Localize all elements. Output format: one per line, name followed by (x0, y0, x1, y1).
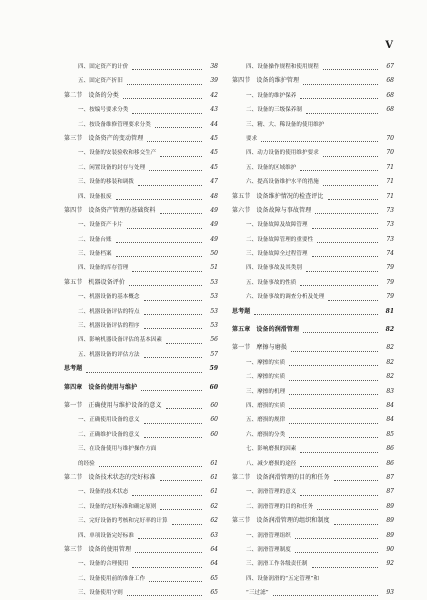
toc-entry (232, 514, 394, 528)
toc-entry-title: 六、提高设备维护水平的措施 (246, 179, 319, 186)
toc-entry-page: 65 (210, 574, 218, 582)
dot-leader (300, 452, 378, 453)
toc-entry-page: 53 (210, 307, 218, 315)
toc-entry-page: 82 (386, 344, 394, 352)
toc-entry (232, 118, 394, 132)
toc-entry (232, 572, 394, 586)
toc-right-column (232, 60, 394, 600)
toc-entry-page: 57 (210, 350, 218, 358)
toc-entry-page: 89 (386, 502, 394, 510)
toc-entry-page: 49 (210, 221, 218, 229)
dot-leader (116, 199, 202, 200)
toc-entry-page: 61 (210, 473, 218, 481)
toc-entry (64, 529, 218, 543)
toc-entry-title: 一、按编号要求分类 (78, 107, 129, 114)
toc-entry-title: 五、固定资产折旧 (78, 78, 123, 85)
dot-leader (300, 98, 378, 99)
dot-leader (132, 567, 202, 568)
toc-entry-page: 87 (386, 473, 394, 481)
toc-entry-page: 92 (386, 560, 394, 568)
toc-entry-title: 一、润滑管理的意义 (246, 489, 297, 496)
toc-entry-title: 一、设备的合理使用 (78, 561, 129, 568)
toc-entry-title: 四、设备润滑的“五定管理”和 (246, 575, 320, 582)
toc-entry (232, 60, 394, 74)
toc-entry-page: 53 (210, 322, 218, 330)
toc-entry-title: 四、单项设备完好标准 (78, 532, 135, 539)
toc-entry-title: 四、固定资产的计价 (78, 64, 129, 70)
toc-entry (64, 500, 218, 514)
toc-entry (64, 572, 218, 586)
toc-entry-title: 四、设备事故及其类别 (246, 265, 303, 272)
dot-leader (138, 538, 202, 539)
toc-entry (232, 74, 394, 88)
toc-entry-page: 59 (209, 365, 218, 373)
toc-entry-page: 50 (210, 250, 218, 258)
toc-entry-title: 三、摩擦的机理 (246, 388, 286, 395)
toc-entry-title: 四、动力设备的使用维护要求 (246, 150, 319, 157)
toc-entry (232, 428, 394, 442)
toc-entry-title: 三、设备故障全过程管理 (246, 251, 308, 258)
dot-leader (132, 113, 202, 114)
toc-entry-page: 79 (386, 293, 394, 301)
toc-entry-title: 一、设备资产卡片 (78, 222, 123, 229)
toc-entry-page: 74 (386, 250, 394, 258)
dot-leader (289, 380, 378, 381)
toc-entry (232, 305, 394, 319)
dot-leader (123, 98, 202, 99)
dot-leader (149, 170, 202, 171)
toc-entry-page: 71 (386, 192, 394, 200)
toc-entry (232, 557, 394, 571)
toc-entry (64, 60, 218, 74)
toc-entry-page: 68 (386, 77, 394, 85)
dot-leader (312, 256, 378, 257)
toc-entry (64, 457, 218, 471)
toc-entry-page: 84 (386, 401, 394, 409)
toc-entry (232, 500, 394, 514)
toc-entry-title: 一、机器设备的基本概念 (78, 294, 140, 301)
dot-leader (99, 466, 202, 467)
toc-entry-title: 第二节 设备润滑管理的目的和任务 (232, 473, 330, 481)
toc-entry-page: 86 (386, 445, 394, 453)
toc-entry (64, 305, 218, 319)
toc-entry-page: 71 (386, 163, 394, 171)
toc-entry (64, 399, 218, 413)
toc-entry-page: 87 (386, 488, 394, 496)
dot-leader (317, 509, 378, 510)
dot-leader (141, 390, 202, 391)
toc-entry-title: 一、设备故障及故障管理 (246, 222, 308, 229)
toc-entry (232, 290, 394, 304)
dot-leader (160, 509, 202, 510)
dot-leader (144, 357, 202, 358)
toc-entry-title: 第三节 设备的使用管理 (64, 545, 132, 553)
toc-entry-page: 89 (386, 531, 394, 539)
toc-entry-title: 二、按设备维修管理要求分类 (78, 121, 151, 128)
toc-entry-title: 五、设备的区域维护 (246, 164, 297, 171)
toc-entry (64, 319, 218, 333)
toc-entry-title: 思考题 (232, 307, 251, 315)
dot-leader (315, 213, 378, 214)
toc-entry-title: 二、设备故障管理的重要性 (246, 236, 314, 243)
toc-entry-title: 第五章 设备的润滑管理 (232, 326, 300, 334)
toc-entry-title: 第六节 设备故障与事故管理 (232, 206, 312, 214)
toc-entry (64, 348, 218, 362)
toc-entry-title: 第二节 设备技术状态的完好标准 (64, 473, 156, 481)
toc-entry-title: 第四节 设备的维护管理 (232, 77, 300, 85)
dot-leader (323, 156, 378, 157)
toc-entry (232, 89, 394, 103)
toc-entry-title: 一、设备的安装验收和移交生产 (78, 150, 157, 157)
toc-entry-title: 六、设备事故的调查分析及处理 (246, 294, 325, 301)
dot-leader (129, 285, 202, 286)
toc-entry-page: 86 (386, 459, 394, 467)
toc-entry-page: 61 (210, 488, 218, 496)
toc-entry-title: 要求 (246, 135, 258, 142)
dot-leader (86, 372, 202, 373)
toc-entry-title: 二、正确维护设备的意义 (78, 431, 140, 438)
toc-entry-title: 五、机器设备的评估方法 (78, 351, 140, 358)
dot-leader (127, 84, 202, 85)
toc-entry (232, 247, 394, 261)
dot-leader (289, 394, 378, 395)
toc-entry (64, 146, 218, 160)
dot-leader (147, 141, 202, 142)
toc-entry-page: 83 (386, 387, 394, 395)
toc-entry-page: 82 (386, 358, 394, 366)
toc-entry-page: 68 (386, 91, 394, 99)
toc-entry (232, 413, 394, 427)
toc-entry (64, 290, 218, 304)
dot-leader (132, 495, 202, 496)
toc-entry (64, 190, 218, 204)
toc-entry-page: 53 (210, 278, 218, 286)
toc-entry-page: 47 (210, 178, 218, 186)
toc-entry-page: 64 (210, 560, 218, 568)
toc-entry (64, 586, 218, 600)
toc-entry-title: 三、在设备使用与维护操作方面 (78, 446, 157, 453)
toc-entry-title: 一、设备的维护保养 (246, 92, 297, 99)
toc-entry (64, 362, 218, 376)
toc-entry (64, 543, 218, 557)
toc-entry (64, 204, 218, 218)
toc-entry-page: 84 (386, 416, 394, 424)
toc-entry-page: 85 (386, 430, 394, 438)
dot-leader (172, 524, 202, 525)
toc-entry (64, 557, 218, 571)
dot-leader (306, 271, 378, 272)
toc-entry-page: 45 (210, 163, 218, 171)
toc-entry (232, 276, 394, 290)
toc-entry (64, 413, 218, 427)
toc-entry-title: 第五节 机器设备评价 (64, 278, 126, 286)
toc-entry-page: 60 (210, 416, 218, 424)
toc-entry (232, 132, 394, 146)
toc-entry-title: 第三节 设备润滑管理的组织和制度 (232, 517, 330, 525)
dot-leader (289, 437, 378, 438)
toc-left-column (64, 60, 218, 600)
toc-entry-title: 第四章 设备的使用与维护 (64, 383, 138, 391)
toc-entry-page: 89 (386, 517, 394, 525)
toc-entry (64, 485, 218, 499)
dot-leader (132, 69, 202, 70)
toc-entry (64, 428, 218, 442)
toc-entry (232, 146, 394, 160)
dot-leader (261, 141, 378, 142)
toc-entry-page: 73 (386, 206, 394, 214)
toc-entry-title: 一、润滑管理组织 (246, 532, 291, 539)
toc-entry (232, 161, 394, 175)
dot-leader (323, 185, 378, 186)
toc-entry (64, 233, 218, 247)
toc-entry-title: 四、磨损的实质 (246, 402, 286, 409)
toc-entry-title: 三、设备档案 (78, 251, 112, 258)
toc-entry (64, 247, 218, 261)
toc-entry (64, 333, 218, 347)
toc-entry-title: 二、机器设备评估的特点 (78, 308, 140, 315)
toc-entry-title: 二、润滑管理制度 (246, 546, 291, 553)
toc-entry-page: 71 (386, 178, 394, 186)
dot-leader (144, 328, 202, 329)
toc-entry-title: 五、设备事故的性质 (246, 279, 297, 286)
dot-leader (132, 271, 202, 272)
toc-entry (232, 323, 394, 337)
toc-entry-page: 62 (210, 502, 218, 510)
toc-entry (232, 529, 394, 543)
dot-leader (303, 332, 378, 333)
dot-leader (306, 113, 378, 114)
toc-entry-title: 三、润滑工作各级责任制 (246, 561, 308, 568)
toc-entry-page: 62 (210, 517, 218, 525)
toc-entry-page: 79 (386, 278, 394, 286)
toc-entry-title: 六、磨损的分类 (246, 431, 286, 438)
dot-leader (160, 156, 202, 157)
toc-entry-title: 第二节 设备的分类 (64, 91, 119, 99)
dot-leader (135, 552, 202, 553)
toc-entry-page: 70 (386, 134, 394, 142)
toc-entry (232, 543, 394, 557)
toc-entry-title: 四、设备操作规程和使用规程 (246, 64, 319, 70)
toc-entry-title: 第一节 摩擦与磨损 (232, 344, 287, 352)
toc-entry-title: 第四节 设备资产管理的基础资料 (64, 206, 156, 214)
dot-leader (116, 242, 202, 243)
toc-entry (232, 233, 394, 247)
dot-leader (334, 480, 378, 481)
toc-entry (232, 218, 394, 232)
toc-entry-title: 第五节 设备维护情况的检查评比 (232, 192, 324, 200)
toc-entry-title: 三、机器设备评估的程序 (78, 323, 140, 330)
toc-entry-title: 第一节 正确使用与维护设备的意义 (64, 401, 162, 409)
toc-entry-title: 二、闲置设备的封存与处理 (78, 164, 146, 171)
toc-entry-page: 73 (386, 221, 394, 229)
toc-entry-title: 四、影响机器设备评估的基本因素 (78, 337, 163, 344)
dot-leader (166, 343, 202, 344)
toc-entry (64, 175, 218, 189)
dot-leader (273, 595, 378, 596)
toc-entry-title: 二、设备的三级保养制 (246, 107, 303, 114)
toc-entry (64, 276, 218, 290)
toc-entry-page: 39 (210, 77, 218, 85)
toc-entry-page: 65 (210, 589, 218, 597)
toc-entry-page: 68 (386, 106, 394, 114)
toc-entry (232, 204, 394, 218)
toc-entry-title: 二、润滑管理的目的和任务 (246, 503, 314, 510)
toc-entry-title: 三、设备的移装和调拨 (78, 179, 135, 186)
dot-leader (144, 423, 202, 424)
toc-entry-page: 49 (210, 235, 218, 243)
toc-entry-page: 51 (210, 264, 218, 272)
dot-leader (312, 228, 378, 229)
toc-entry-page: 48 (210, 192, 218, 200)
toc-entry (64, 118, 218, 132)
toc-entry-title: 二、设备的完好标准和确定原则 (78, 503, 157, 510)
dot-leader (127, 228, 202, 229)
toc-entry (64, 218, 218, 232)
dot-leader (127, 595, 202, 596)
dot-leader (116, 256, 202, 257)
toc-entry-title: “三过滤” (246, 590, 269, 597)
dot-leader (300, 285, 378, 286)
toc-entry-title: 一、正确使用设备的意义 (78, 417, 140, 424)
toc-entry (232, 399, 394, 413)
toc-entry-page: 45 (210, 149, 218, 157)
toc-entry-title: 五、磨损的规律 (246, 417, 286, 424)
dot-leader (300, 495, 378, 496)
dot-leader (149, 581, 202, 582)
toc-entry (232, 175, 394, 189)
dot-leader (295, 552, 378, 553)
toc-entry-page: 60 (209, 383, 218, 391)
toc-entry-title: 三、精、大、稀设备的使用维护 (246, 121, 325, 128)
dot-leader (323, 69, 378, 70)
toc-entry-page: 44 (210, 120, 218, 128)
dot-leader (289, 423, 378, 424)
dot-leader (334, 524, 378, 525)
dot-leader (160, 213, 202, 214)
dot-leader (317, 242, 378, 243)
dot-leader (166, 408, 202, 409)
toc-entry-page: 45 (210, 134, 218, 142)
toc-entry-page: 82 (385, 326, 394, 334)
toc-entry-title: 思考题 (64, 365, 83, 373)
toc-entry (232, 356, 394, 370)
dot-leader (291, 351, 378, 352)
toc-entry-page: 82 (386, 373, 394, 381)
toc-entry-page: 64 (210, 545, 218, 553)
toc-entry-title: 七、影响磨损的因素 (246, 446, 297, 453)
toc-entry (232, 485, 394, 499)
toc-entry-page: 60 (210, 401, 218, 409)
toc-entry (64, 381, 218, 395)
toc-entry (64, 161, 218, 175)
dot-leader (295, 538, 378, 539)
toc-entry-title: 四、设备报废 (78, 193, 112, 200)
toc-entry-title: 四、设备的库存管理 (78, 265, 129, 272)
toc-entry-page: 67 (386, 63, 394, 70)
toc-entry (64, 261, 218, 275)
toc-entry-page: 56 (210, 336, 218, 344)
toc-entry (232, 457, 394, 471)
toc-entry-title: 第三节 设备资产的变动管理 (64, 134, 144, 142)
toc-entry-page: 38 (210, 63, 218, 70)
dot-leader (160, 480, 202, 481)
toc-entry-page: 63 (210, 531, 218, 539)
toc-entry (64, 89, 218, 103)
toc-entry-title: 二、摩擦的实质 (246, 374, 286, 381)
dot-leader (328, 300, 378, 301)
toc-entry (232, 586, 394, 600)
toc-entry-title: 八、减少磨损的途径 (246, 460, 297, 467)
toc-entry-page: 79 (386, 264, 394, 272)
toc-entry-page: 61 (210, 459, 218, 467)
dot-leader (289, 408, 378, 409)
toc-entry-title: 一、摩擦的实质 (246, 359, 286, 366)
toc-entry (232, 103, 394, 117)
dot-leader (303, 84, 378, 85)
dot-leader (312, 567, 378, 568)
toc-entry-page: 70 (386, 149, 394, 157)
toc-entry-title: 二、设备台账 (78, 236, 112, 243)
toc-entry-title: 三、设备使用守则 (78, 590, 123, 597)
toc-entry (64, 442, 218, 456)
toc-entry (64, 74, 218, 88)
toc-entry (64, 471, 218, 485)
toc-entry (232, 190, 394, 204)
dot-leader (144, 314, 202, 315)
toc-entry-page: 43 (210, 106, 218, 114)
dot-leader (289, 365, 378, 366)
toc-entry (232, 261, 394, 275)
dot-leader (300, 466, 378, 467)
toc-entry-title: 三、完好设备的考核和完好率的计算 (78, 518, 168, 525)
dot-leader (138, 185, 202, 186)
toc-entry (232, 341, 394, 355)
dot-leader (300, 170, 378, 171)
toc-entry (232, 442, 394, 456)
dot-leader (155, 127, 202, 128)
dot-leader (144, 437, 202, 438)
toc-entry-title: 一、设备的技术状态 (78, 489, 129, 496)
toc-entry (64, 514, 218, 528)
toc-entry-page: 53 (210, 293, 218, 301)
toc-entry-page: 90 (386, 545, 394, 553)
toc-entry-page: 73 (386, 235, 394, 243)
page-number: V (385, 40, 393, 51)
toc-entry-page: 42 (210, 91, 218, 99)
toc-entry (232, 471, 394, 485)
toc-entry (64, 103, 218, 117)
toc-entry-title: 的经验 (78, 460, 95, 467)
toc-entry-page: 49 (210, 206, 218, 214)
toc-entry-page: 93 (386, 589, 394, 597)
dot-leader (254, 314, 378, 315)
dot-leader (144, 300, 202, 301)
toc-entry-page: 60 (210, 430, 218, 438)
toc-entry (232, 385, 394, 399)
toc-entry-title: 二、设备使用前的准备工作 (78, 575, 146, 582)
toc-entry (232, 370, 394, 384)
dot-leader (328, 199, 378, 200)
toc-entry-page: 81 (385, 307, 394, 315)
toc-entry (64, 132, 218, 146)
